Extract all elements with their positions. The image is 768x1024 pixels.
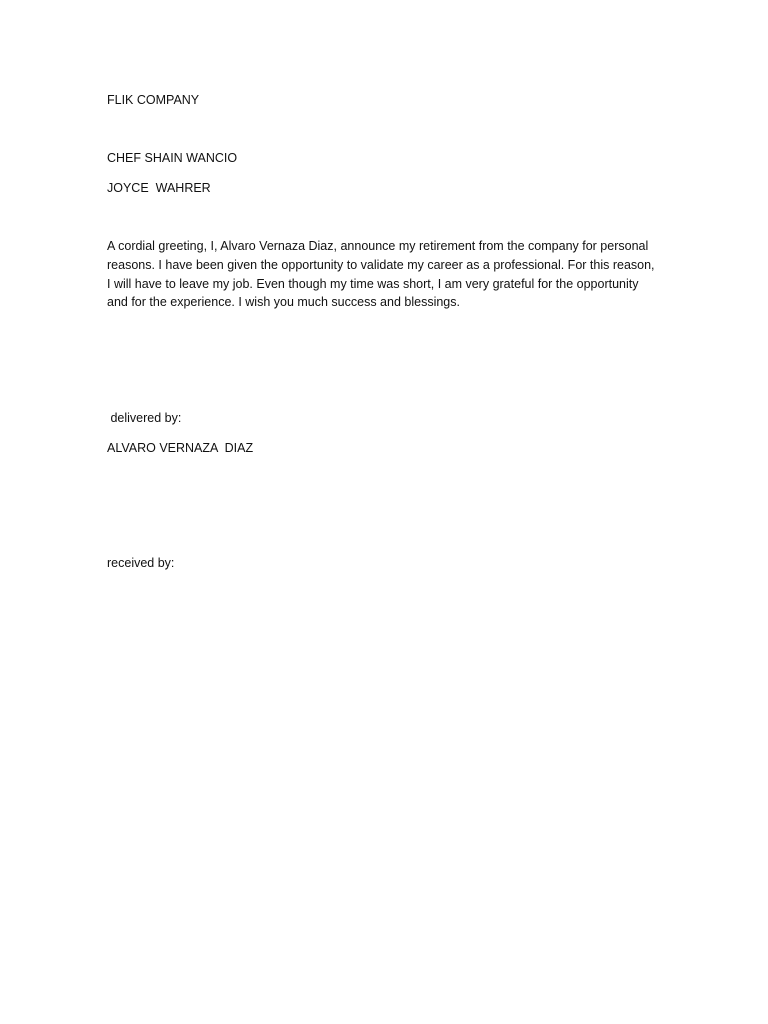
company-name: FLIK COMPANY [107, 93, 200, 107]
letter-body [107, 237, 667, 312]
body-line: and for the experience. I wish you much success and blessings. [107, 295, 460, 310]
received-by-label: received by: [107, 556, 175, 570]
recipient-line: JOYCE WAHRER [107, 181, 211, 195]
recipient-line: CHEF SHAIN WANCIO [107, 151, 238, 165]
body-line: I will have to leave my job. Even though my time was short, I am very grateful for the opportunity [107, 276, 639, 291]
delivered-by-label: delivered by: [107, 411, 182, 425]
sender-name: ALVARO VERNAZA DIAZ [107, 441, 254, 455]
body-line: reasons. I have been given the opportunity to validate my career as a professional. For this reason, [107, 257, 655, 272]
body-line: A cordial greeting, I, Alvaro Vernaza Diaz, announce my retirement from the company for personal [107, 239, 649, 253]
